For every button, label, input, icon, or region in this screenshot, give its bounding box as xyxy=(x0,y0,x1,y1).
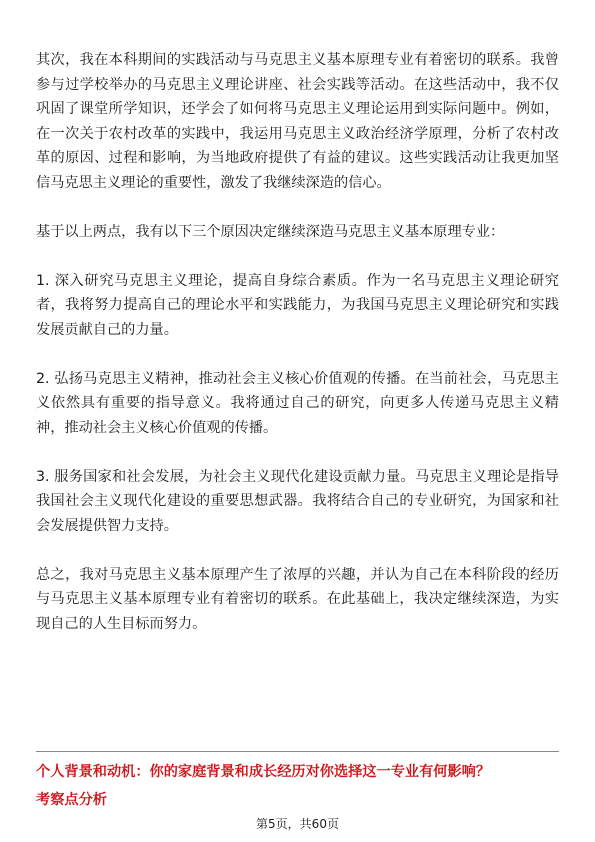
interview-question-heading: 个人背景和动机：你的家庭背景和成长经历对你选择这一专业有何影响？ xyxy=(36,764,491,780)
paragraph-reason-3: 3. 服务国家和社会发展，为社会主义现代化建设贡献力量。马克思主义理论是指导我国社会主义现代化建设的重要思想武器。我将结合自己的专业研究，为国家和社会发展提供智力支持。 xyxy=(36,468,559,534)
paragraph-conclusion: 总之，我对马克思主义基本原理产生了浓厚的兴趣，并认为自己在本科阶段的经历与马克思主义基本原理专业有着密切的联系。在此基础上，我决定继续深造，为实现自己的人生目标而努力。 xyxy=(36,566,559,632)
section-divider xyxy=(36,751,559,752)
document-body xyxy=(36,48,559,661)
paragraph-reason-2: 2. 弘扬马克思主义精神，推动社会主义核心价值观的传播。在当前社会，马克思主义依然具有重要的指导意义。我将通过自己的研究，向更多人传递马克思主义精神，推动社会主义核心价值观的传播。 xyxy=(36,370,559,436)
analysis-subheading: 考察点分析 xyxy=(36,792,107,808)
paragraph-reason-1: 1. 深入研究马克思主义理论，提高自身综合素质。作为一名马克思主义理论研究者，我将努力提高自己的理论水平和实践能力，为我国马克思主义理论研究和实践发展贡献自己的力量。 xyxy=(36,272,559,338)
paragraph-practice: 其次，我在本科期间的实践活动与马克思主义基本原理专业有着密切的联系。我曾参与过学校举办的马克思主义理论讲座、社会实践等活动。在这些活动中，我不仅巩固了课堂所学知识，还学会了如何将马克思主义理论运用到实际问题中。例如，在一次关于农村改革的实践中，我运用马克思主义政治经济学原理，分析了农村改革的原因、过程和影响，为当地政府提供了有益的建议。这些实践活动让我更加坚信马克思主义理论的重要性，激发了我继续深造的信心。 xyxy=(36,52,559,191)
paragraph-reasons-intro: 基于以上两点，我有以下三个原因决定继续深造马克思主义基本原理专业： xyxy=(36,223,505,240)
page-number-footer: 第5页，共60页 xyxy=(256,817,339,831)
